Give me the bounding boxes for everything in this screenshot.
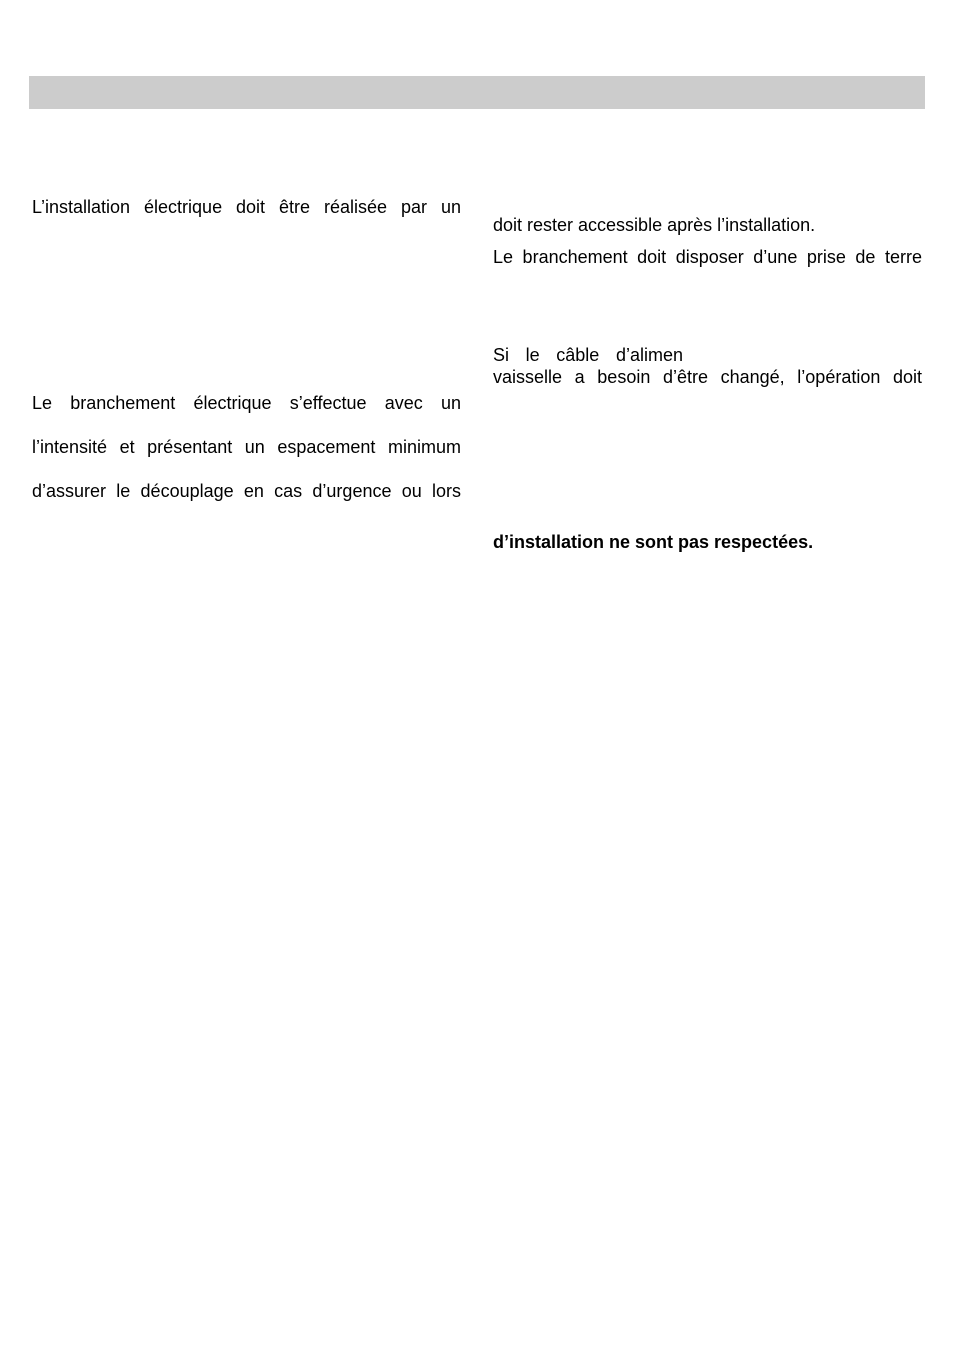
left-line-4: d’assurer le découplage en cas d’urgence ou lors xyxy=(32,481,461,501)
left-line-2: Le branchement électrique s’effectue avec un xyxy=(32,393,461,413)
section-header-bar xyxy=(29,76,925,109)
left-line-1: L’installation électrique doit être réalisée par un xyxy=(32,197,461,217)
right-line-3: Si le câble d’alimen xyxy=(493,345,683,365)
left-line-3: l’intensité et présentant un espacement minimum xyxy=(32,437,461,457)
right-line-2: Le branchement doit disposer d’une prise de terre xyxy=(493,247,922,267)
right-line-5-bold: d’installation ne sont pas respectées. xyxy=(493,532,814,552)
right-line-4: vaisselle a besoin d’être changé, l’opération doit xyxy=(493,367,922,387)
right-line-1: doit rester accessible après l’installation. xyxy=(493,215,816,235)
